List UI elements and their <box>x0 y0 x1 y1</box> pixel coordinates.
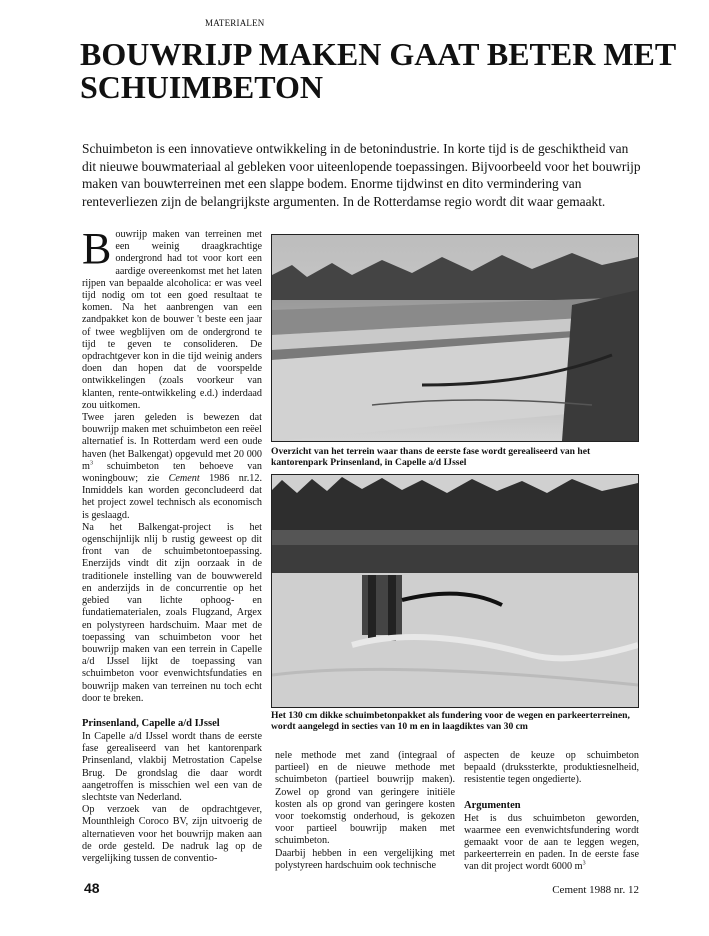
article-title: BOUWRIJP MAKEN GAAT BETER MET SCHUIMBETON <box>80 36 676 105</box>
paragraph-9: Het is dus schuimbeton geworden, waarmee een evenwichtsfundering wordt gemaakt voor de aan te leggen wegen, parkeerterrein en paden. In de eerste fase van dit project wordt 6000 $m^3$ <box>464 812 639 873</box>
body-column-1 <box>82 224 262 705</box>
photo-site-overview <box>271 234 639 442</box>
paragraph-1-text: ouwrijp maken van terreinen met een weinig draagkrachtige ondergrond had tot voor kort een aardige overeenkomst met het laten rijpen van bepaalde alcoholica: er was veel tijd nodig om tot een goed resultaat te komen. Na het aanbrengen van een zandpakket kon de bouwer 't beste een jaar of twee wegblijven om de ondergrond te tijd te geven te consolideren. De opdrachtgever kon in die tijd weinig anders doen dan hopen dat de voorspelde ontwikkelingen (zoals voorkeur van klanten, rente-ontwikkeling e.d.) inderdaad zou uitkomen. <box>82 229 262 411</box>
subheading-prinsenland: Prinsenland, Capelle a/d IJssel <box>82 718 220 729</box>
paragraph-8: aspecten de keuze op schuimbeton bepaald (drukssterkte, produktiesnelheid, resistentie tegen ongedierte). <box>464 750 639 786</box>
body-column-1-lower <box>82 717 262 865</box>
reference-cement: Cement <box>168 473 200 485</box>
body-column-2 <box>275 750 455 872</box>
paragraph-4: In Capelle a/d IJssel wordt thans de eerste fase gerealiseerd van het kantorenpark Prinsenland, vlakbij Metrostation Capelse Brug. De grondslag die daar wordt aangetroffen is misschien wel een van de slechtste van Nederland. <box>82 731 262 804</box>
body-column-3 <box>464 750 639 874</box>
paragraph-7: Daarbij hebben in een vergelijking met polystyreen hardschuim ook technische <box>275 847 455 871</box>
dropcap: B <box>82 224 112 273</box>
photo-foam-concrete-pour <box>271 474 639 708</box>
paragraph-5: Op verzoek van de opdrachtgever, Mounthleigh Coroco BV, zijn uitvoerig de alternatieven voor het bouwrijp maken aan de orde gesteld. De nadruk lag op de vergelijking tussen de conventio- <box>82 804 262 865</box>
photo-site-overview-image <box>272 235 638 441</box>
publication-source: Cement 1988 nr. 12 <box>552 884 639 896</box>
caption-photo-1: Overzicht van het terrein waar thans de eerste fase wordt gerealiseerd van het kantorenpark Prinsenland, in Capelle a/d IJssel <box>271 446 591 469</box>
page-number: 48 <box>84 880 100 896</box>
subheading-argumenten: Argumenten <box>464 799 521 811</box>
section-label: MATERIALEN <box>205 18 265 28</box>
paragraph-3: Na het Balkengat-project is het ogenschijnlijk nlij b rustig geweest op dit front van de schuimbetontoepassing. Enerzijds vindt dit zijn oorzaak in de traditionele instelling van de bouwwereld en anderzijds in de concurrentie op het gebied van lichte ophoog- en fundatiematerialen, zoals Flugzand, Argex en polystyreen hardschuim. Maar met de toepassing van schuimbeton voor het bouwrijp maken van een terrein in Capelle a/d IJssel lijkt de toepassing van schuimbeton voor evenwichtsfundaties en bouwrijp maken van terreinen nu toch echt door te breken. <box>82 521 262 704</box>
article-lead: Schuimbeton is een innovatieve ontwikkeling in de betonindustrie. In korte tijd is de geschiktheid van dit nieuwe bouwmateriaal al gebleken voor uiteenlopende toepassingen. Bijvoorbeeld voor het bouwrijp maken van bouwterreinen met een slappe bodem. Enorme tijdwinst en dito vermindering van renteverliezen zijn de belangrijkste argumenten. In de Rotterdamse regio wordt dit waar gemaakt. <box>82 141 641 209</box>
photo-foam-concrete-pour-image <box>272 475 638 707</box>
paragraph-2: Twee jaren geleden is bewezen dat bouwrijp maken met schuimbeton een reëel alternatief is. In Rotterdam werd een oude haven (het Balkengat) opgevuld met 20 000 $m^3$ schuimbeton ten behoeve van woningbouw; zie Cement 1986 nr.12. Inmiddels kan worden geconcludeerd dat het project zowel technisch als economisch is geslaagd. <box>82 412 262 521</box>
paragraph-1 <box>82 224 262 412</box>
paragraph-6: nele methode met zand (integraal of partieel) en de nieuwe methode met schuimbeton (partieel bouwrijp maken). Zowel op grond van geringere initiële kosten als op grond van geringere kosten voor toekomstig onderhoud, is gekozen voor partieel bouwrijp maken met schuimbeton. <box>275 750 455 847</box>
caption-photo-2: Het 130 cm dikke schuimbetonpakket als fundering voor de wegen en parkeerterreinen, wordt aangelegd in secties van 10 m en in laagdiktes van 30 cm <box>271 710 630 733</box>
